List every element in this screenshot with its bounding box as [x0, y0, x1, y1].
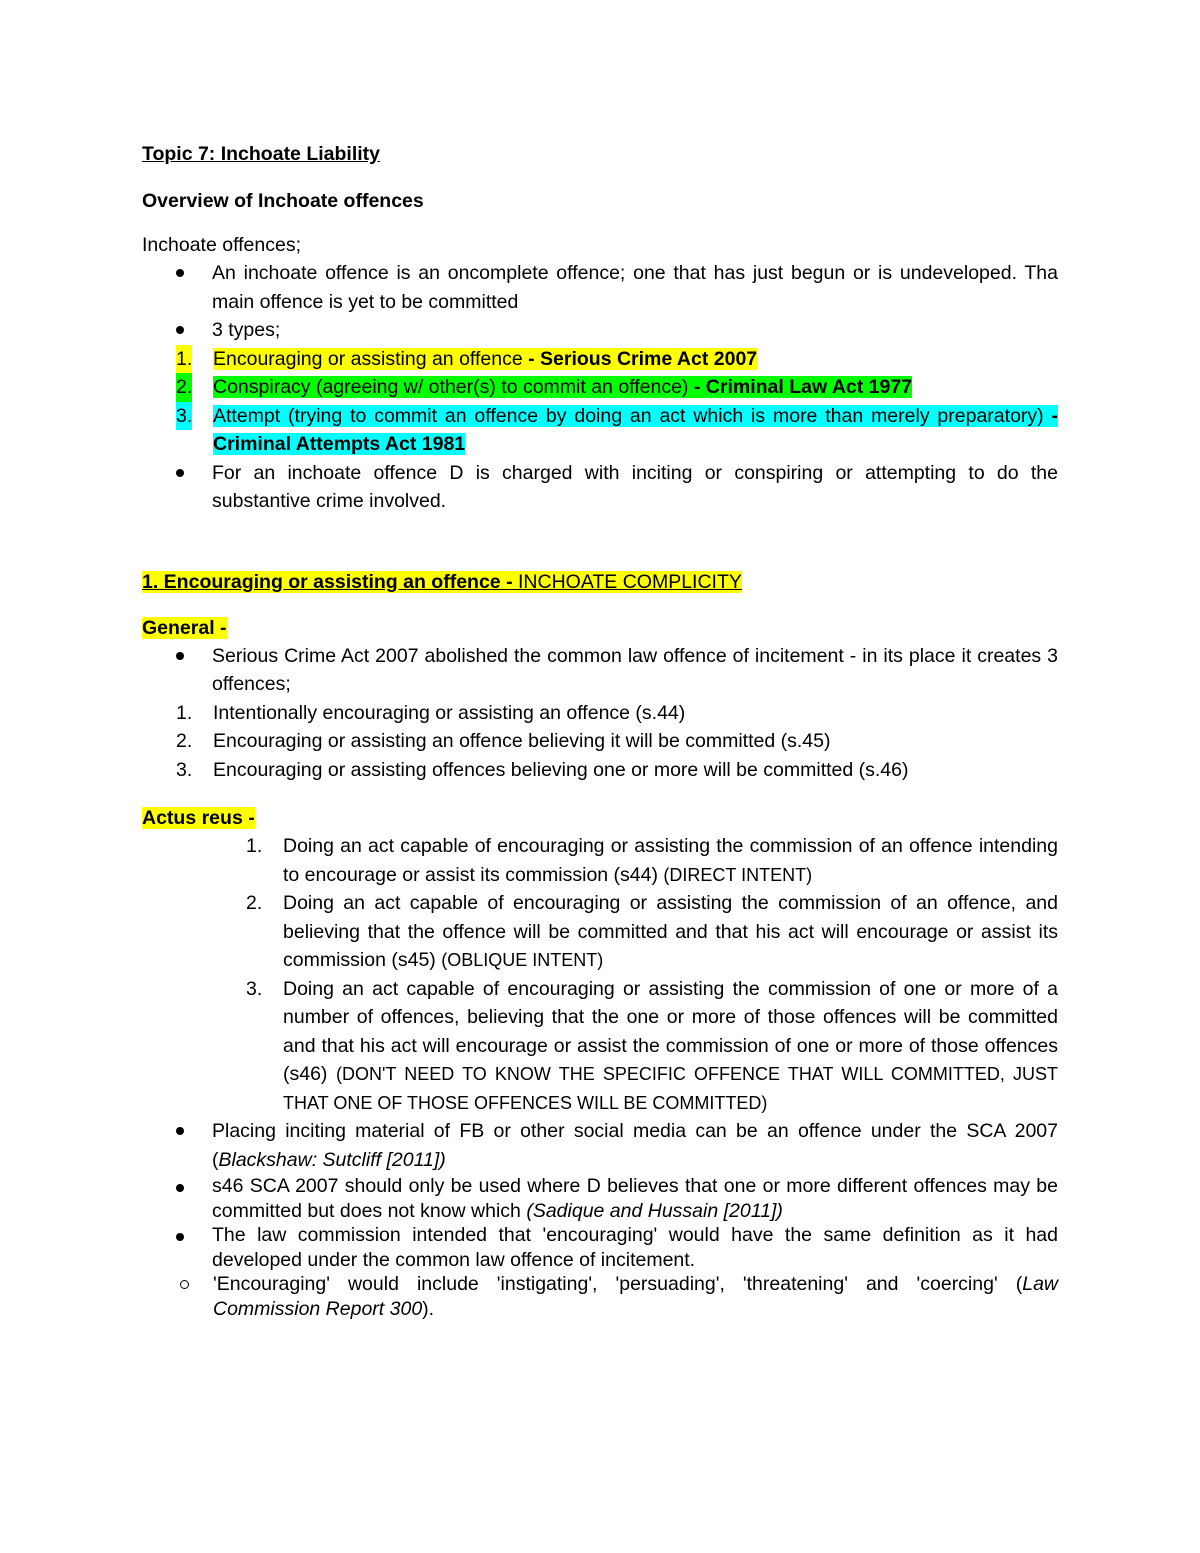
- list-item: [142, 642, 1058, 785]
- list-item: [142, 1117, 1058, 1174]
- list-item: [142, 727, 1058, 756]
- list-item: [142, 373, 1058, 402]
- overview-heading: Overview of Inchoate offences: [142, 190, 424, 212]
- actus-reus-heading-text: Actus reus -: [142, 807, 255, 829]
- document-body: [142, 140, 1058, 1321]
- notes-list: [142, 1117, 1058, 1321]
- type-text: Conspiracy (agreeing w/ other(s) to commit an offence): [213, 376, 694, 398]
- list-item: [142, 259, 1058, 316]
- sub-bullet-text: 'Encouraging' would include 'instigating', 'persuading', 'threatening' and 'coercing' (: [213, 1273, 1023, 1295]
- general-list: [142, 642, 1058, 785]
- list-item: [142, 832, 1058, 889]
- s46-bullet-case: (Sadique and Hussain [2011]): [526, 1199, 783, 1222]
- actus-reus-heading: [142, 804, 1058, 832]
- overview-bullet-3: For an inchoate offence D is charged with inciting or conspiring or attempting to do the substantive crime involved.: [212, 461, 1058, 512]
- offence-text: Intentionally encouraging or assisting an offence (s.44): [213, 701, 686, 724]
- general-heading-text: General -: [142, 616, 227, 639]
- list-number: 2.: [176, 373, 192, 402]
- types-list: [176, 345, 1058, 459]
- bullet-icon: [176, 269, 184, 277]
- bullet-icon: [176, 1184, 184, 1192]
- overview-bullet-1: An inchoate offence is an oncomplete offence; one that has just begun or is undeveloped. Tha main offence is yet to be committed: [212, 262, 1058, 313]
- section-1-title-caps: INCHOATE COMPLICITY: [517, 570, 742, 593]
- list-item: [142, 459, 1058, 516]
- law-commission-sublist: [212, 1272, 1058, 1321]
- list-item: [142, 756, 1058, 785]
- list-item: [142, 1223, 1058, 1321]
- sub-bullet-case: Law Commission Report 300: [213, 1273, 1058, 1320]
- general-heading: [142, 614, 1058, 642]
- list-item: [142, 345, 1058, 374]
- s46-bullet-text: s46 SCA 2007 should only be used where D believes that one or more different offences may be committed but does not know which: [212, 1175, 1058, 1222]
- hollow-bullet-icon: [180, 1280, 189, 1289]
- actus-note: (OBLIQUE INTENT): [441, 950, 604, 970]
- actus-note: (DIRECT INTENT): [663, 864, 813, 885]
- list-number: 3.: [246, 977, 263, 1000]
- fb-bullet-text: Placing inciting material of FB or other social media can be an offence under the SCA 2007 (: [212, 1120, 1058, 1171]
- section-1-title-main: 1. Encouraging or assisting an offence -: [142, 570, 518, 593]
- offence-text: Encouraging or assisting an offence believing it will be committed (s.45): [213, 730, 831, 752]
- type-text: Attempt (trying to commit an offence by doing an act which is more than merely preparatory): [213, 404, 1052, 427]
- list-item: [142, 1272, 1058, 1321]
- overview-intro: Inchoate offences;: [142, 234, 302, 256]
- actus-text: Doing an act capable of encouraging or assisting the commission of an offence intending to encourage or assist its commission (s44): [283, 835, 1058, 886]
- type-act: - Serious Crime Act 2007: [528, 347, 758, 370]
- list-number: 1.: [246, 835, 263, 857]
- law-commission-bullet: The law commission intended that 'encouraging' would have the same definition as it had developed under the common law offence of incitement.: [212, 1224, 1058, 1271]
- actus-reus-list: [142, 832, 1058, 1117]
- list-number: 2.: [246, 892, 263, 914]
- list-number: 1.: [176, 345, 192, 374]
- type-text: Encouraging or assisting an offence: [213, 347, 529, 370]
- list-item: [142, 699, 1058, 728]
- type-act: - Criminal Law Act 1977: [693, 376, 913, 398]
- list-item: [142, 1174, 1058, 1223]
- bullet-icon: [176, 1233, 184, 1241]
- list-number: 2.: [176, 730, 193, 752]
- list-item: [142, 889, 1058, 975]
- list-number: 3.: [176, 758, 193, 781]
- offence-text: Encouraging or assisting offences believing one or more will be committed (s.46): [213, 758, 909, 781]
- bullet-icon: [176, 652, 184, 660]
- bullet-icon: [176, 469, 184, 477]
- list-item: [142, 316, 1058, 459]
- sub-bullet-end: ).: [422, 1297, 435, 1320]
- actus-text: Doing an act capable of encouraging or assisting the commission of an offence, and believing that the offence will be committed and that his act will encourage or assist its commission (s45): [283, 892, 1058, 971]
- general-bullet: Serious Crime Act 2007 abolished the common law offence of incitement - in its place it creates 3 offences;: [212, 644, 1058, 695]
- list-item: [142, 402, 1058, 459]
- overview-bullet-2: 3 types;: [212, 319, 281, 341]
- page-title: Topic 7: Inchoate Liability: [142, 143, 380, 165]
- bullet-icon: [176, 326, 184, 334]
- fb-bullet-case: Blackshaw: Sutcliff [2011]): [218, 1148, 446, 1171]
- actus-note: (DON'T NEED TO KNOW THE SPECIFIC OFFENCE THAT WILL COMMITTED, JUST THAT ONE OF THOSE OFFENCES WILL BE COMMITTED): [283, 1064, 1058, 1113]
- list-number: 3.: [176, 402, 192, 431]
- section-1-title: [142, 568, 1058, 596]
- type-act: - Criminal Attempts Act 1981: [213, 404, 1058, 455]
- list-number: 1.: [176, 701, 193, 724]
- actus-text: Doing an act capable of encouraging or assisting the commission of one or more of a number of offences, believing that the one or more of those offences will be committed and that his act will encourage or assist the commission of one or more of those offences (s46): [283, 977, 1058, 1085]
- list-item: [142, 975, 1058, 1118]
- bullet-icon: [176, 1127, 184, 1135]
- overview-list: [142, 259, 1058, 516]
- offences-list: [176, 699, 1058, 785]
